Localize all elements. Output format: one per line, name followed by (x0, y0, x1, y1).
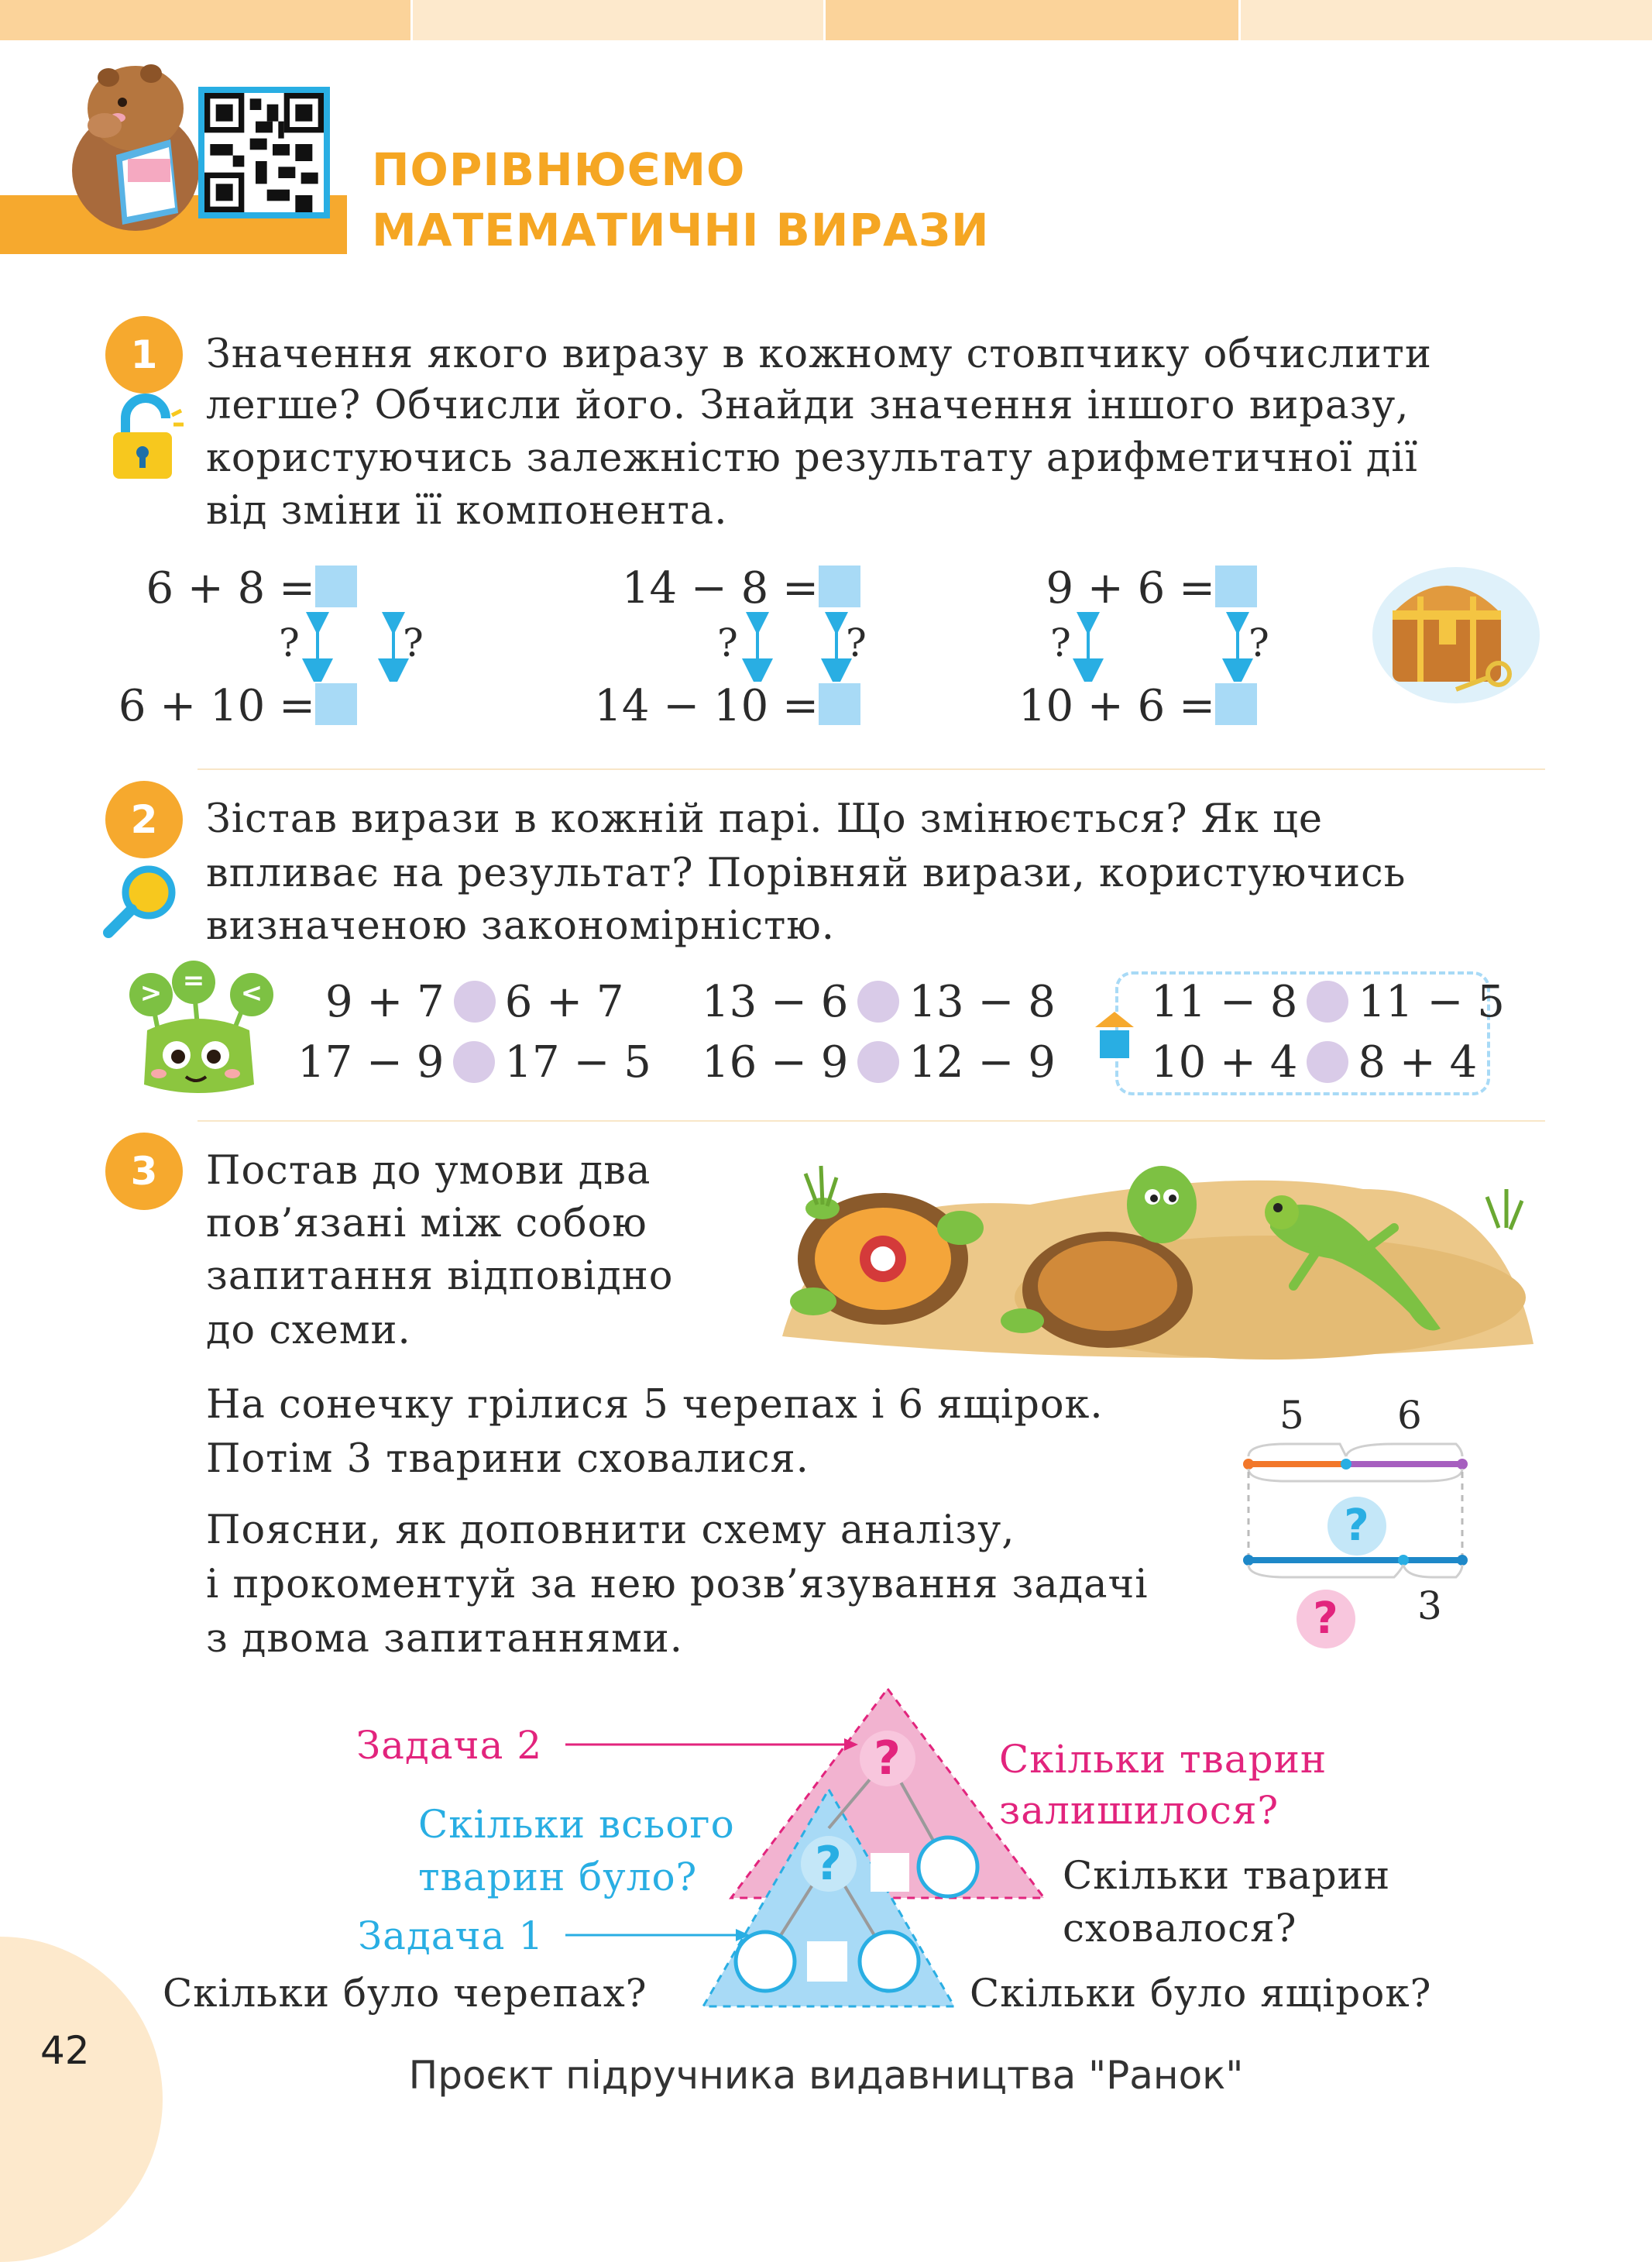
question-remaining-line1: Скільки тварин (999, 1737, 1327, 1782)
task1-text-line1: Значення якого виразу в кожному стовпчику обчислити (206, 332, 1432, 377)
task1-col1-right-question: ? (403, 621, 424, 665)
left-expression: 17 − 9 (297, 1037, 445, 1088)
answer-box[interactable] (819, 566, 860, 607)
question-hidden-line1: Скільки тварин (1063, 1853, 1391, 1898)
comparison-monster (116, 961, 287, 1100)
turtles-lizard-illustration (774, 1143, 1541, 1367)
less-sign: < (240, 978, 263, 1009)
task1-label: Задача 1 (358, 1913, 544, 1958)
task2-text-line2: впливає на результат? Порівняй вирази, користуючись (206, 851, 1406, 896)
task1-text-line3: користуючись залежністю результату арифметичної дії (206, 435, 1418, 481)
explain-line3: з двома запитаннями. (206, 1616, 683, 1662)
qr-code-icon (204, 93, 324, 212)
task3-text-line1: Постав до умови два (206, 1148, 651, 1194)
page-title-line1: ПОРІВНЮЄМО (372, 143, 746, 196)
condition-line1: На сонечку грілися 5 черепах і 6 ящірок. (206, 1382, 1104, 1428)
question-total-line1: Скільки всього (418, 1802, 735, 1847)
top-bar-3 (826, 0, 1238, 40)
expression: 6 + 10 = (118, 681, 315, 731)
right-expression: 17 − 5 (504, 1037, 651, 1088)
pair-4 (702, 1037, 1056, 1088)
task3-text-line2: пов’язані між собою (206, 1201, 647, 1246)
footer-text: Проєкт підручника видавництва "Ранок" (408, 2053, 1244, 2098)
task1-col2-top (621, 563, 860, 614)
capybara-reading-icon (62, 54, 209, 232)
task1-text-line2: легше? Обчисли його. Знайди значення іншого виразу, (206, 383, 1410, 428)
qr-code[interactable] (198, 87, 330, 218)
scheme-total-question-mark: ? (1344, 1501, 1370, 1551)
task1-col3-right-question: ? (1248, 621, 1269, 665)
answer-box[interactable] (1215, 566, 1257, 607)
compare-circle[interactable] (1307, 981, 1348, 1023)
pair-3 (702, 979, 1056, 1026)
question-lizards: Скільки було ящірок? (970, 1971, 1432, 2016)
task1-col2-right-question: ? (846, 621, 867, 665)
question-turtles: Скільки було черепах? (163, 1971, 647, 2016)
scheme-label-5: 5 (1279, 1393, 1305, 1438)
right-expression: 12 − 9 (908, 1037, 1056, 1088)
tree-top-question-mark: ? (874, 1731, 902, 1786)
explain-line2: і прокоментуй за нею розв’язування задачі (206, 1562, 1149, 1607)
tree-mid-question-mark: ? (815, 1837, 843, 1891)
compare-circle[interactable] (454, 981, 496, 1023)
top-bar-4 (1241, 0, 1652, 40)
unlocked-padlock-icon (108, 394, 186, 483)
greater-sign: > (139, 978, 163, 1009)
expression: 6 + 8 = (146, 563, 315, 614)
treasure-chest-icon (1371, 550, 1541, 705)
compare-circle[interactable] (453, 1041, 495, 1083)
left-expression: 13 − 6 (702, 977, 849, 1027)
divider-2 (197, 1120, 1545, 1122)
right-expression: 8 + 4 (1358, 1037, 1478, 1088)
expression: 10 + 6 = (1018, 681, 1215, 731)
task1-col2-bottom (594, 683, 860, 730)
task1-col3-top (1046, 563, 1257, 614)
task3-text-line3: запитання відповідно (206, 1253, 674, 1299)
task2-number-badge: 2 (105, 781, 183, 858)
divider-1 (197, 768, 1545, 770)
left-expression: 11 − 8 (1151, 977, 1298, 1027)
answer-box[interactable] (1215, 683, 1257, 725)
pair-5 (1151, 979, 1505, 1026)
right-expression: 11 − 5 (1358, 977, 1505, 1027)
task2-label: Задача 2 (356, 1723, 543, 1768)
scheme-remaining-question-mark: ? (1313, 1593, 1339, 1644)
task1-col1-left-question: ? (279, 621, 300, 665)
left-expression: 10 + 4 (1151, 1037, 1298, 1088)
expression: 14 − 8 = (621, 563, 819, 614)
scheme-label-6: 6 (1397, 1393, 1423, 1438)
pair-2 (297, 1037, 651, 1088)
page-corner (0, 1937, 163, 2262)
pair-6 (1151, 1037, 1478, 1088)
task1-col1-top (146, 563, 357, 614)
question-hidden-line2: сховалося? (1063, 1906, 1297, 1951)
explain-line1: Поясни, як доповнити схему аналізу, (206, 1507, 1015, 1553)
task1-col2-left-question: ? (717, 621, 738, 665)
scheme-label-3: 3 (1417, 1583, 1443, 1628)
compare-circle[interactable] (857, 1041, 899, 1083)
expression: 9 + 6 = (1046, 563, 1215, 614)
magnifier-icon (102, 861, 180, 939)
condition-line2: Потім 3 тварини сховалися. (206, 1436, 809, 1482)
task1-col3-left-question: ? (1050, 621, 1071, 665)
task1-col3-bottom (1018, 683, 1257, 730)
answer-box[interactable] (315, 566, 357, 607)
top-bar-2 (413, 0, 823, 40)
page-number: 42 (40, 2028, 90, 2073)
task3-text-line4: до схеми. (206, 1308, 411, 1353)
page-title-line2: МАТЕМАТИЧНІ ВИРАЗИ (372, 204, 990, 256)
compare-circle[interactable] (1307, 1041, 1348, 1083)
question-total-line2: тварин було? (418, 1855, 698, 1899)
task2-text-line1: Зістав вирази в кожній парі. Що змінюється? Як це (206, 796, 1324, 842)
level-up-icon (1095, 1012, 1134, 1058)
compare-circle[interactable] (857, 981, 899, 1023)
right-expression: 6 + 7 (504, 977, 624, 1027)
equal-sign: = (182, 965, 205, 996)
left-expression: 16 − 9 (702, 1037, 849, 1088)
answer-box[interactable] (315, 683, 357, 725)
answer-box[interactable] (819, 683, 860, 725)
top-bar-1 (0, 0, 410, 40)
task2-text-line3: визначеною закономірністю. (206, 903, 835, 949)
task1-arrows (0, 612, 1317, 682)
task1-text-line4: від зміни її компонента. (206, 488, 728, 534)
task3-number-badge: 3 (105, 1133, 183, 1210)
expression: 14 − 10 = (594, 681, 819, 731)
task1-number-badge: 1 (105, 316, 183, 394)
pair-1 (325, 979, 624, 1026)
task1-col1-bottom (118, 683, 357, 730)
right-expression: 13 − 8 (908, 977, 1056, 1027)
question-remaining-line2: залишилося? (999, 1788, 1279, 1833)
left-expression: 9 + 7 (325, 977, 445, 1027)
